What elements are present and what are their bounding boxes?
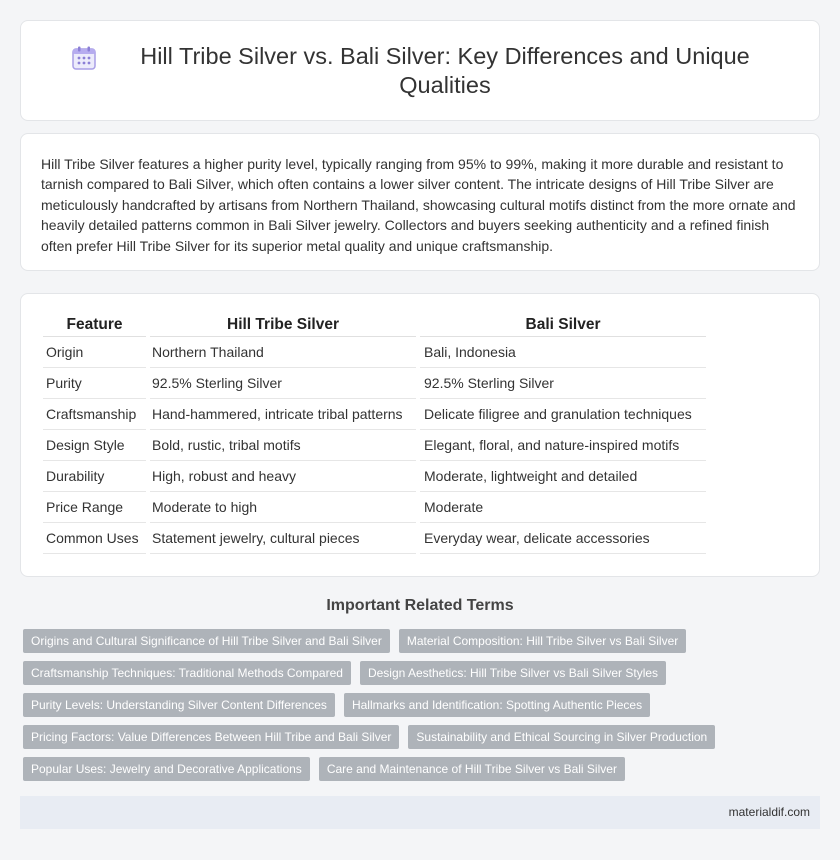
tag-row [23,629,823,653]
related-term-tag[interactable]: Purity Levels: Understanding Silver Content Differences [23,693,335,717]
table-cell: High, robust and heavy [150,461,416,492]
footer [20,796,820,829]
related-term-tag[interactable]: Care and Maintenance of Hill Tribe Silver vs Bali Silver [319,757,625,781]
table-cell: Statement jewelry, cultural pieces [150,523,416,554]
comparison-table [39,311,710,554]
table-cell: Bali, Indonesia [420,337,706,368]
intro-paragraph: Hill Tribe Silver features a higher purity level, typically ranging from 95% to 99%, making it more durable and resistant to tarnish compared to Bali Silver, which often contains a lower silver content. The intricate designs of Hill Tribe Silver are meticulously handcrafted by artisans from Northern Thailand, showcasing cultural motifs distinct from the more ornate and heavily detailed patterns common in Bali Silver jewelry. Collectors and buyers seeking authenticity and a refined finish often prefer Hill Tribe Silver for its superior metal quality and unique craftsmanship. [41,156,796,254]
table-cell: 92.5% Sterling Silver [420,368,706,399]
table-cell: Craftsmanship [43,399,146,430]
table-cell: Moderate to high [150,492,416,523]
table-cell: Purity [43,368,146,399]
related-term-tag[interactable]: Popular Uses: Jewelry and Decorative Applications [23,757,310,781]
title-wrap [70,42,770,100]
related-term-tag[interactable]: Sustainability and Ethical Sourcing in Silver Production [408,725,715,749]
header-feature: Feature [43,311,146,337]
table-row [43,430,706,461]
table-cell: Durability [43,461,146,492]
table-cell: Design Style [43,430,146,461]
table-cell: Northern Thailand [150,337,416,368]
footer-site-link[interactable]: materialdif.com [728,805,810,819]
header-hill-tribe: Hill Tribe Silver [150,311,416,337]
table-cell: Everyday wear, delicate accessories [420,523,706,554]
table-cell: Hand-hammered, intricate tribal patterns [150,399,416,430]
tag-row [23,757,823,781]
table-cell: Bold, rustic, tribal motifs [150,430,416,461]
related-term-tag[interactable]: Craftsmanship Techniques: Traditional Methods Compared [23,661,351,685]
title-card [20,20,820,121]
table-cell: 92.5% Sterling Silver [150,368,416,399]
table-header-row [43,311,706,337]
table-cell: Common Uses [43,523,146,554]
calendar-icon [70,44,98,72]
page-title: Hill Tribe Silver vs. Bali Silver: Key Differences and Unique Qualities [140,42,750,98]
table-row [43,523,706,554]
tag-row [23,725,823,749]
tag-row [23,661,823,685]
table-cell: Price Range [43,492,146,523]
table-row [43,337,706,368]
related-term-tag[interactable]: Pricing Factors: Value Differences Between Hill Tribe and Bali Silver [23,725,399,749]
intro-card [20,133,820,271]
table-cell: Moderate [420,492,706,523]
related-term-tag[interactable]: Design Aesthetics: Hill Tribe Silver vs Bali Silver Styles [360,661,666,685]
table-cell: Moderate, lightweight and detailed [420,461,706,492]
related-terms-list [23,629,823,789]
table-row [43,368,706,399]
table-cell: Origin [43,337,146,368]
comparison-card [20,293,820,577]
related-term-tag[interactable]: Origins and Cultural Significance of Hill Tribe Silver and Bali Silver [23,629,390,653]
table-cell: Elegant, floral, and nature-inspired motifs [420,430,706,461]
tag-row [23,693,823,717]
related-term-tag[interactable]: Material Composition: Hill Tribe Silver vs Bali Silver [399,629,686,653]
table-row [43,399,706,430]
table-cell: Delicate filigree and granulation techniques [420,399,706,430]
related-term-tag[interactable]: Hallmarks and Identification: Spotting Authentic Pieces [344,693,650,717]
header-bali: Bali Silver [420,311,706,337]
related-terms-heading: Important Related Terms [326,597,514,614]
table-row [43,492,706,523]
table-row [43,461,706,492]
